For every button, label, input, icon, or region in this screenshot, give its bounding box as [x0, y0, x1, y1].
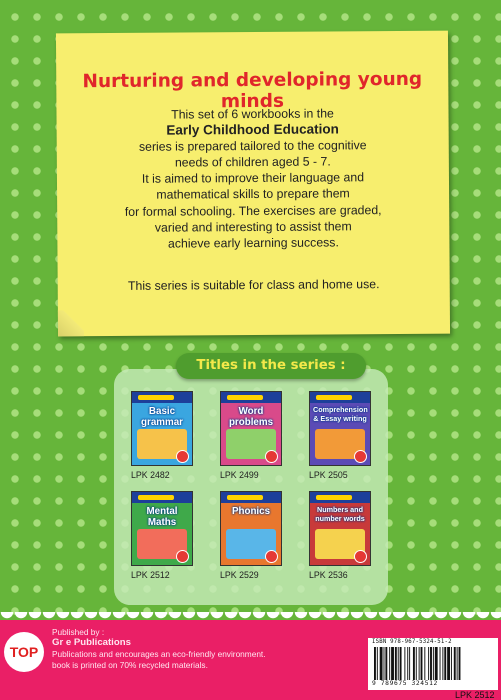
- series-name: Early Childhood Education: [166, 121, 339, 138]
- barcode-icon: [372, 647, 492, 680]
- book-title: Mental Maths: [146, 506, 178, 528]
- barcode-box: [368, 638, 498, 690]
- book-code: LPK 2505: [309, 470, 348, 480]
- note-line: varied and interesting to assist them: [154, 218, 352, 235]
- note-body: [66, 105, 439, 252]
- cover-band: [132, 492, 192, 503]
- age-badge-icon: [354, 450, 367, 463]
- eco-line: book is printed on 70% recycled materials.: [52, 659, 208, 670]
- book-code: LPK 2529: [220, 570, 259, 580]
- eco-line: Publications and encourages an eco-friendly environment.: [52, 649, 266, 659]
- product-code: LPK 2512: [455, 690, 495, 700]
- book-title: Numbers and number words: [315, 505, 365, 523]
- book-title: Comprehension & Essay writing: [313, 405, 368, 423]
- page-curl: [58, 310, 84, 336]
- book-cover: [309, 391, 371, 466]
- note-line: achieve early learning success.: [167, 235, 339, 251]
- age-badge-icon: [176, 550, 189, 563]
- note-line: for formal schooling. The exercises are graded,: [124, 202, 382, 219]
- book-cover: [220, 391, 282, 466]
- book-code: LPK 2512: [131, 570, 170, 580]
- intro-note: [56, 31, 450, 337]
- note-line: series is prepared tailored to the cognitive: [138, 138, 367, 154]
- note-title: Nurturing and developing young minds: [82, 68, 423, 113]
- series-heading: Titles in the series :: [176, 353, 366, 379]
- book-title: Word problems: [228, 406, 274, 428]
- isbn-text: ISBN 978-967-5324-51-2: [372, 639, 452, 645]
- note-footer: This series is suitable for class and home use.: [127, 277, 380, 293]
- note-line: It is aimed to improve their language and: [141, 170, 365, 187]
- book-cover: [131, 491, 193, 566]
- cover-band: [310, 392, 370, 403]
- age-badge-icon: [354, 550, 367, 563]
- svg-text:TOP: TOP: [9, 644, 39, 660]
- scallop-border: [0, 612, 501, 626]
- publisher-info: [52, 627, 266, 670]
- book-title: Basic grammar: [141, 406, 183, 428]
- publisher-name: Gr e Publications: [52, 636, 131, 648]
- book-cover: [309, 491, 371, 566]
- book-cover: [220, 491, 282, 566]
- cover-band: [132, 392, 192, 403]
- cover-band: [221, 492, 281, 503]
- book-code: LPK 2499: [220, 470, 259, 480]
- note-line: needs of children aged 5 - 7.: [174, 154, 331, 170]
- book-code: LPK 2536: [309, 570, 348, 580]
- note-line: This set of 6 workbooks in the: [171, 106, 334, 122]
- cover-band: [310, 492, 370, 503]
- book-cover: [131, 391, 193, 466]
- published-label: Published by :: [52, 627, 105, 637]
- age-badge-icon: [176, 450, 189, 463]
- book-title: Phonics: [231, 506, 271, 517]
- age-badge-icon: [265, 450, 278, 463]
- barcode-digits: 9 789675 324512: [372, 680, 438, 687]
- top-logo: [0, 626, 52, 674]
- book-code: LPK 2482: [131, 470, 170, 480]
- cover-band: [221, 392, 281, 403]
- age-badge-icon: [265, 550, 278, 563]
- note-line: mathematical skills to prepare them: [156, 186, 350, 203]
